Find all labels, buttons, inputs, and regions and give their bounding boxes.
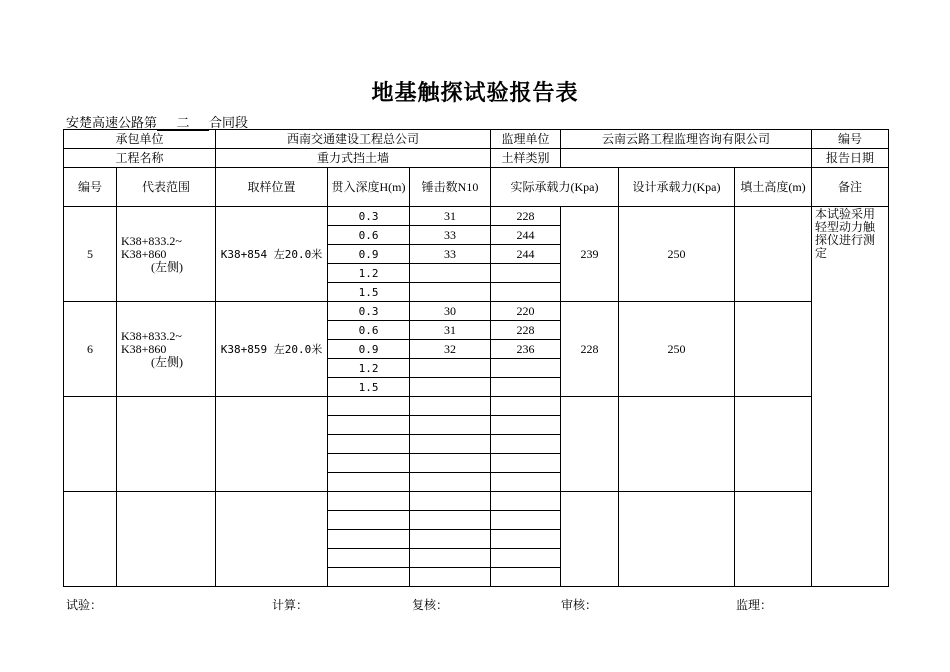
range-end: K38+860 xyxy=(121,341,167,356)
col-actual: 实际承载力(Kpa) xyxy=(491,168,619,207)
column-header-row xyxy=(64,168,889,207)
sign-review: 复核： xyxy=(412,598,449,612)
header-row-1 xyxy=(64,130,889,149)
empty-cell xyxy=(328,492,410,511)
empty-cell xyxy=(216,492,328,587)
empty-cell xyxy=(117,397,216,492)
actual-cell: 228 xyxy=(491,321,561,340)
project-value: 重力式挡土墙 xyxy=(216,149,491,168)
empty-cell xyxy=(328,530,410,549)
report-table xyxy=(63,129,889,587)
empty-cell xyxy=(328,397,410,416)
empty-cell xyxy=(561,397,619,492)
depth-cell: 0.6 xyxy=(328,321,410,340)
empty-cell xyxy=(410,530,491,549)
date-label: 报告日期 xyxy=(812,149,889,168)
report-title: 地基触探试验报告表 xyxy=(371,80,579,105)
depth-cell: 0.3 xyxy=(328,207,410,226)
col-n10: 锤击数N10 xyxy=(410,168,491,207)
col-depth: 贯入深度H(m) xyxy=(328,168,410,207)
group-no: 6 xyxy=(64,302,117,397)
contract-suffix: 合同段 xyxy=(209,115,249,130)
project-label: 工程名称 xyxy=(64,149,216,168)
design-capacity: 250 xyxy=(619,302,735,397)
n10-cell xyxy=(410,359,491,378)
empty-cell xyxy=(735,492,812,587)
empty-cell xyxy=(328,568,410,587)
n10-cell xyxy=(410,264,491,283)
group-no: 5 xyxy=(64,207,117,302)
range-start: K38+833.2~ xyxy=(121,233,182,248)
fill-height xyxy=(735,207,812,302)
empty-cell xyxy=(328,511,410,530)
sign-audit: 审核： xyxy=(561,598,598,612)
group-range xyxy=(117,302,216,397)
empty-cell xyxy=(491,530,561,549)
empty-cell xyxy=(561,492,619,587)
empty-cell xyxy=(64,397,117,492)
actual-average: 239 xyxy=(561,207,619,302)
empty-cell xyxy=(328,435,410,454)
contractor-value: 西南交通建设工程总公司 xyxy=(216,130,491,149)
contract-prefix: 安楚高速公路第 xyxy=(66,115,158,130)
empty-cell xyxy=(491,549,561,568)
n10-cell: 30 xyxy=(410,302,491,321)
n10-cell: 32 xyxy=(410,340,491,359)
empty-cell xyxy=(117,492,216,587)
group-location: K38+859 左20.0米 xyxy=(216,302,328,397)
depth-cell: 1.2 xyxy=(328,264,410,283)
group-location: K38+854 左20.0米 xyxy=(216,207,328,302)
actual-cell: 244 xyxy=(491,226,561,245)
col-no: 编号 xyxy=(64,168,117,207)
range-end: K38+860 xyxy=(121,246,167,261)
empty-cell xyxy=(491,511,561,530)
depth-cell: 0.3 xyxy=(328,302,410,321)
actual-cell xyxy=(491,264,561,283)
col-remark: 备注 xyxy=(812,168,889,207)
depth-cell: 0.9 xyxy=(328,245,410,264)
col-design: 设计承载力(Kpa) xyxy=(619,168,735,207)
actual-cell xyxy=(491,378,561,397)
depth-cell: 0.9 xyxy=(328,340,410,359)
empty-cell xyxy=(410,511,491,530)
depth-cell: 1.5 xyxy=(328,283,410,302)
sign-supervise: 监理： xyxy=(736,598,773,612)
n10-cell: 31 xyxy=(410,321,491,340)
remark-note: 本试验采用轻型动力触探仪进行测定 xyxy=(812,207,889,587)
supervisor-label: 监理单位 xyxy=(491,130,561,149)
empty-cell xyxy=(410,454,491,473)
n10-cell: 31 xyxy=(410,207,491,226)
actual-average: 228 xyxy=(561,302,619,397)
empty-cell xyxy=(410,549,491,568)
table-row xyxy=(64,302,889,321)
empty-cell xyxy=(328,473,410,492)
empty-cell xyxy=(619,397,735,492)
table-row xyxy=(64,207,889,226)
actual-cell: 228 xyxy=(491,207,561,226)
soil-value xyxy=(561,149,812,168)
empty-cell xyxy=(410,473,491,492)
actual-cell xyxy=(491,359,561,378)
empty-cell xyxy=(491,492,561,511)
group-range xyxy=(117,207,216,302)
empty-cell xyxy=(735,397,812,492)
sign-calc: 计算： xyxy=(272,598,309,612)
supervisor-value: 云南云路工程监理咨询有限公司 xyxy=(561,130,812,149)
empty-cell xyxy=(491,473,561,492)
empty-cell xyxy=(491,454,561,473)
soil-label: 土样类别 xyxy=(491,149,561,168)
contract-section-number: 二 xyxy=(157,116,209,131)
fill-height xyxy=(735,302,812,397)
empty-cell xyxy=(410,397,491,416)
depth-cell: 1.2 xyxy=(328,359,410,378)
n10-cell: 33 xyxy=(410,226,491,245)
range-side: (左侧) xyxy=(151,354,183,369)
n10-cell: 33 xyxy=(410,245,491,264)
empty-cell xyxy=(328,549,410,568)
depth-cell: 1.5 xyxy=(328,378,410,397)
table-row xyxy=(64,492,889,511)
actual-cell: 236 xyxy=(491,340,561,359)
empty-cell xyxy=(619,492,735,587)
empty-cell xyxy=(410,492,491,511)
sign-test: 试验： xyxy=(66,598,103,612)
depth-cell: 0.6 xyxy=(328,226,410,245)
actual-cell: 220 xyxy=(491,302,561,321)
table-row xyxy=(64,397,889,416)
empty-cell xyxy=(216,397,328,492)
empty-cell xyxy=(64,492,117,587)
signature-line xyxy=(66,596,888,612)
range-side: (左侧) xyxy=(151,259,183,274)
actual-cell xyxy=(491,283,561,302)
n10-cell xyxy=(410,378,491,397)
contractor-label: 承包单位 xyxy=(64,130,216,149)
n10-cell xyxy=(410,283,491,302)
range-start: K38+833.2~ xyxy=(121,328,182,343)
design-capacity: 250 xyxy=(619,207,735,302)
actual-cell: 244 xyxy=(491,245,561,264)
empty-cell xyxy=(491,397,561,416)
empty-cell xyxy=(491,435,561,454)
empty-cell xyxy=(410,416,491,435)
empty-cell xyxy=(491,568,561,587)
header-row-2 xyxy=(64,149,889,168)
col-location: 取样位置 xyxy=(216,168,328,207)
col-range: 代表范围 xyxy=(117,168,216,207)
empty-cell xyxy=(410,568,491,587)
col-fill: 填土高度(m) xyxy=(735,168,812,207)
empty-cell xyxy=(328,416,410,435)
empty-cell xyxy=(491,416,561,435)
empty-cell xyxy=(328,454,410,473)
empty-cell xyxy=(410,435,491,454)
number-label: 编号 xyxy=(812,130,889,149)
